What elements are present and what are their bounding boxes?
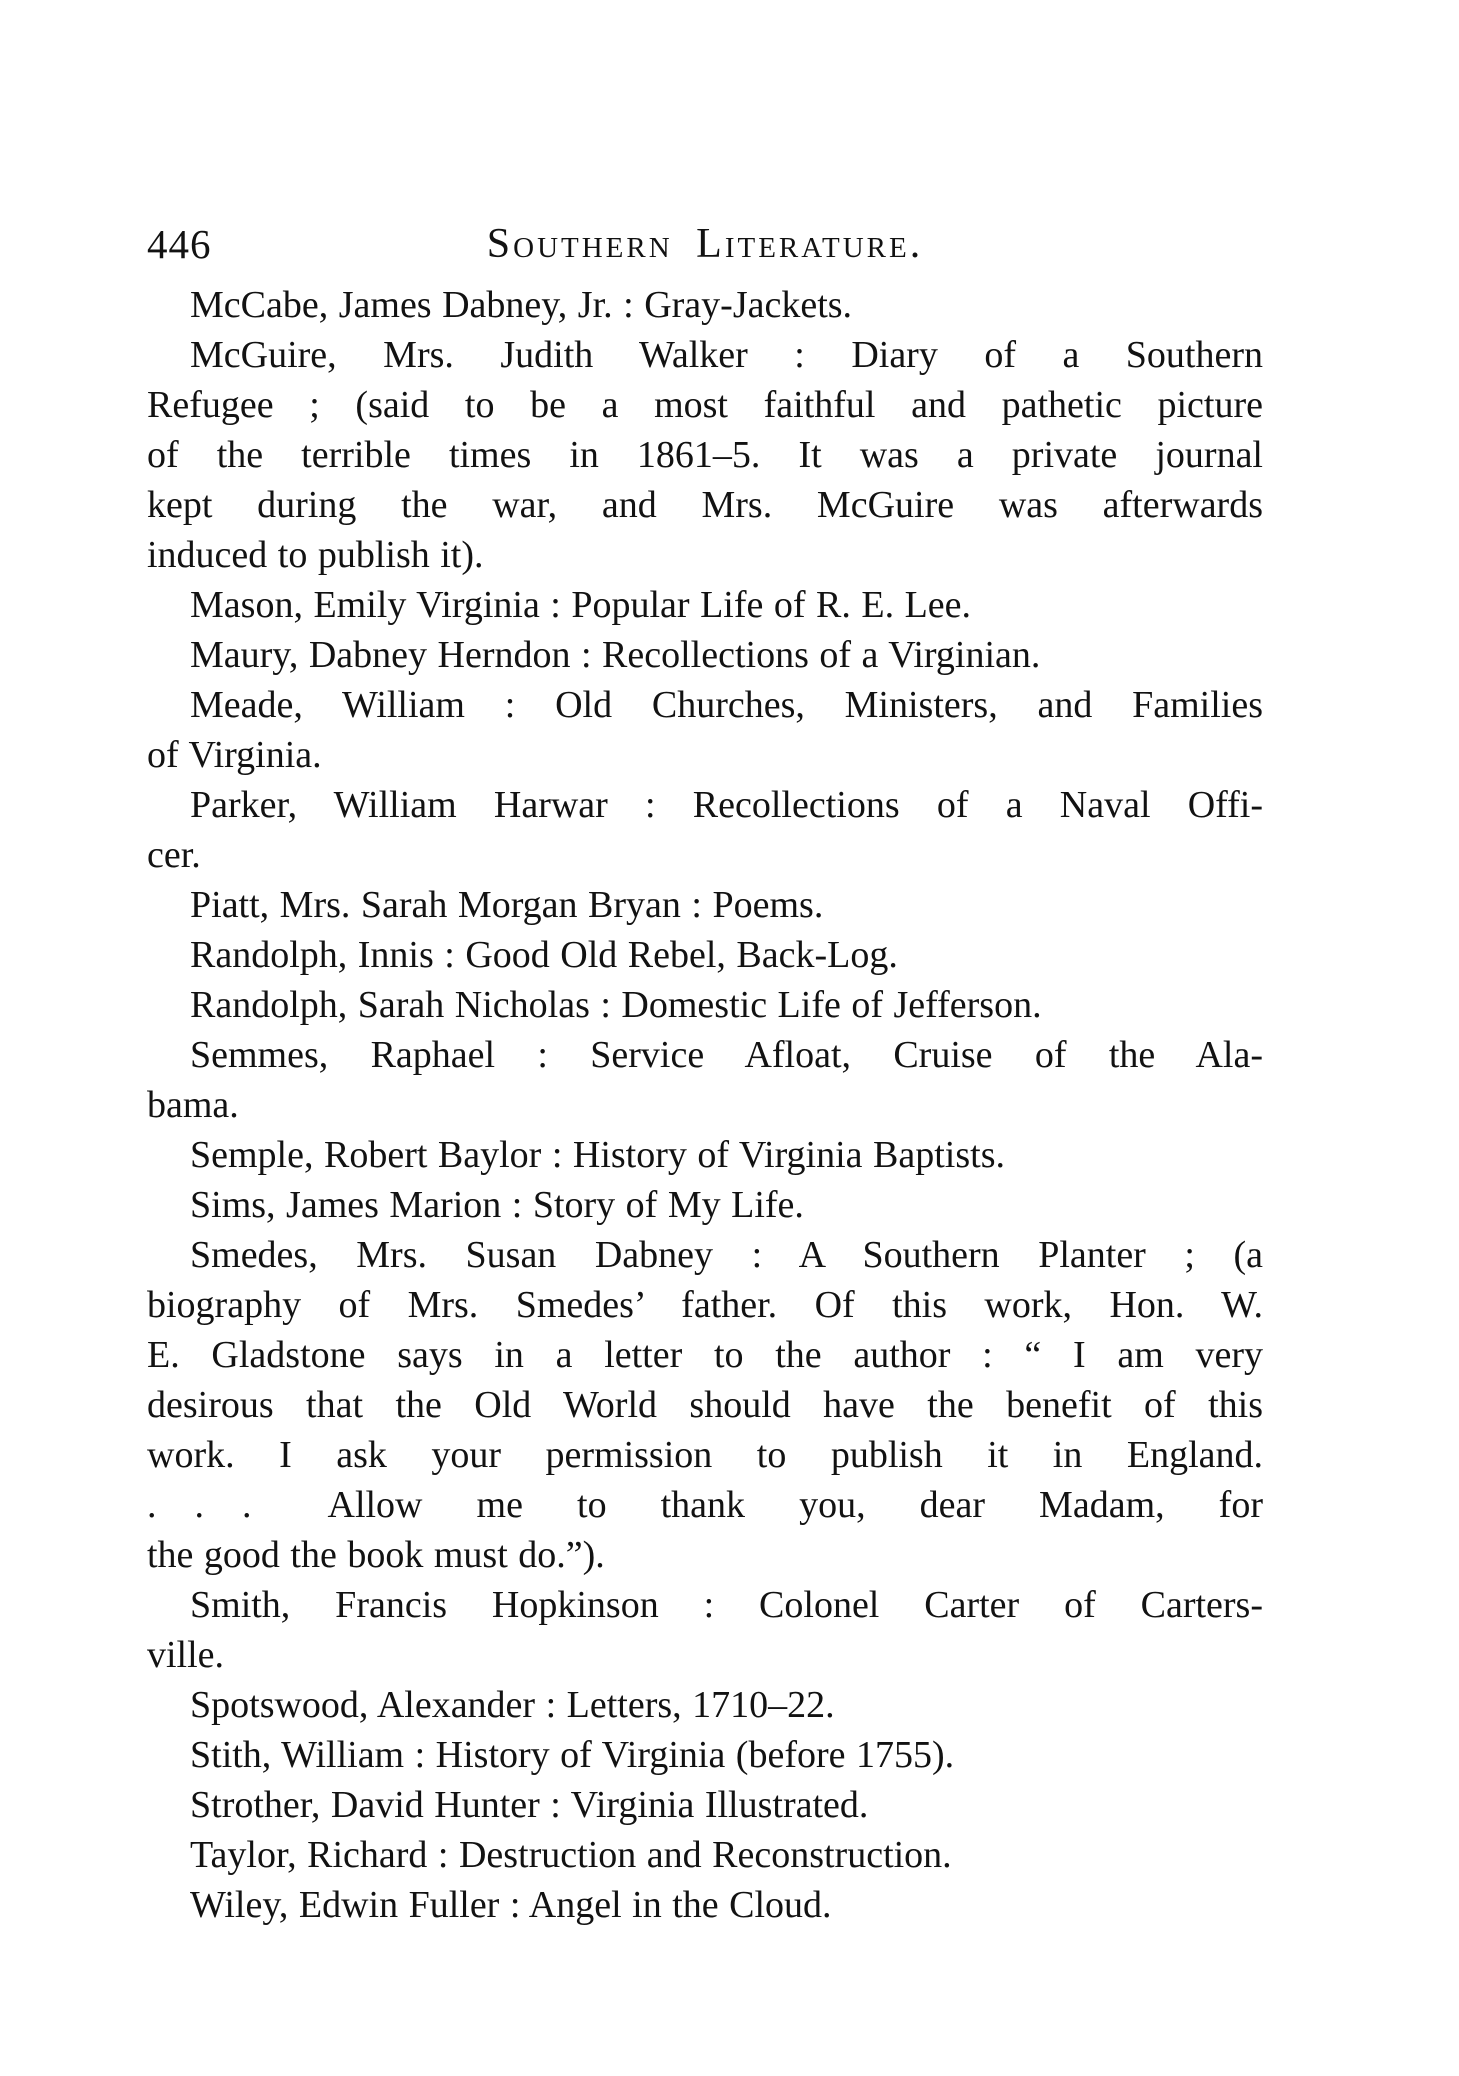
text-line: Randolph, Sarah Nicholas : Domestic Life of Jefferson. [190,984,1042,1026]
text-line: Smith, Francis Hopkinson : Colonel Carter of Carters- [190,1584,1263,1626]
entry-paragraph [147,680,1263,780]
entry-paragraph [147,930,1263,980]
entry-paragraph [147,780,1263,880]
page-text [147,280,1263,1930]
entry-paragraph [147,1830,1263,1880]
text-line: cer. [147,834,201,876]
text-line: desirous that the Old World should have the benefit of this [147,1384,1263,1426]
text-line: Meade, William : Old Churches, Ministers, and Families [190,684,1263,726]
entry-paragraph [147,1680,1263,1730]
text-line: Maury, Dabney Herndon : Recollections of a Virginian. [190,634,1041,676]
text-line: Strother, David Hunter : Virginia Illustrated. [190,1784,869,1826]
text-line: work. I ask your permission to publish it in England. [147,1434,1263,1476]
text-line: the good the book must do.”). [147,1534,605,1576]
text-line: ville. [147,1634,225,1676]
text-line: Semple, Robert Baylor : History of Virginia Baptists. [190,1134,1005,1176]
text-line: Parker, William Harwar : Recollections of a Naval Offi- [190,784,1263,826]
text-line: Sims, James Marion : Story of My Life. [190,1184,804,1226]
text-line: Stith, William : History of Virginia (before 1755). [190,1734,955,1776]
entry-paragraph [147,1880,1263,1930]
entry-paragraph [147,580,1263,630]
text-line: of Virginia. [147,734,322,776]
entry-paragraph [147,1130,1263,1180]
page-number: 446 [147,221,212,267]
text-line: Refugee ; (said to be a most faithful and pathetic picture [147,384,1263,426]
text-line: McCabe, James Dabney, Jr. : Gray-Jackets. [190,284,853,326]
text-line: Mason, Emily Virginia : Popular Life of R. E. Lee. [190,584,972,626]
entry-paragraph [147,1580,1263,1680]
text-line: Piatt, Mrs. Sarah Morgan Bryan : Poems. [190,884,824,926]
text-line: Randolph, Innis : Good Old Rebel, Back-Log. [190,934,898,976]
text-line: biography of Mrs. Smedes’ father. Of this work, Hon. W. [147,1284,1263,1326]
page-header [147,218,1263,270]
text-line: Taylor, Richard : Destruction and Reconstruction. [190,1834,952,1876]
text-line: McGuire, Mrs. Judith Walker : Diary of a Southern [190,334,1263,376]
entry-paragraph [147,280,1263,330]
text-line: kept during the war, and Mrs. McGuire was afterwards [147,484,1263,526]
text-line: of the terrible times in 1861–5. It was a private journal [147,434,1263,476]
entry-paragraph [147,980,1263,1030]
text-line: Spotswood, Alexander : Letters, 1710–22. [190,1684,835,1726]
entry-paragraph [147,1730,1263,1780]
entry-paragraph [147,330,1263,580]
running-title: Southern Literature. [486,221,924,267]
text-line: Wiley, Edwin Fuller : Angel in the Cloud. [190,1884,832,1926]
entry-paragraph [147,630,1263,680]
text-line: E. Gladstone says in a letter to the author : “ I am very [147,1334,1263,1376]
entry-paragraph [147,1180,1263,1230]
entry-paragraph [147,1230,1263,1580]
text-line: . . . Allow me to thank you, dear Madam, for [147,1484,1263,1526]
text-line: bama. [147,1084,239,1126]
entry-paragraph [147,880,1263,930]
text-line: induced to publish it). [147,534,484,576]
entry-paragraph [147,1780,1263,1830]
text-line: Smedes, Mrs. Susan Dabney : A Southern Planter ; (a [190,1234,1263,1276]
entry-paragraph [147,1030,1263,1130]
text-line: Semmes, Raphael : Service Afloat, Cruise of the Ala- [190,1034,1263,1076]
